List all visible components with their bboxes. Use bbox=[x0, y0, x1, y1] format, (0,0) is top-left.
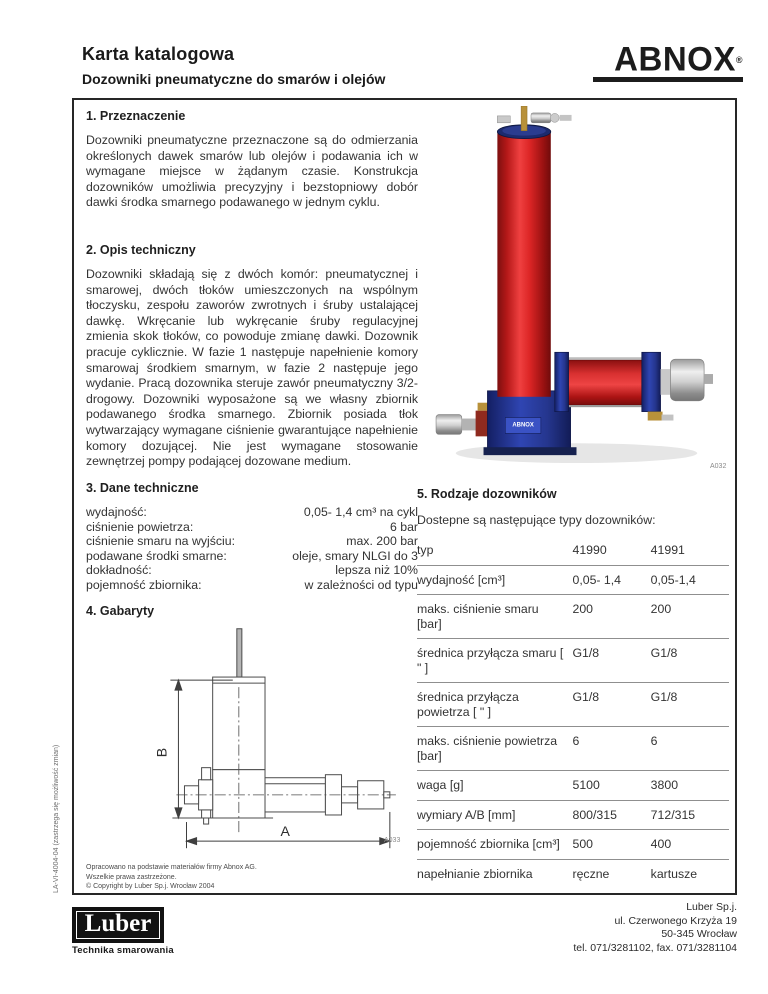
figure-code-a033: A033 bbox=[384, 837, 401, 844]
tech-row: ciśnienie smaru na wyjściu: max. 200 bar bbox=[86, 534, 418, 549]
table-row: średnica przyłącza powietrza [ " ] G1/8 G1/8 bbox=[417, 683, 729, 727]
page-subtitle: Dozowniki pneumatyczne do smarów i olejów bbox=[82, 71, 386, 87]
document-code-vertical: LA-VI-4004-04 (zastrzega się możliwość zmian) bbox=[53, 744, 60, 893]
table-header-row: typ 41990 41991 bbox=[417, 536, 729, 565]
company-name: Luber Sp.j. bbox=[686, 901, 737, 913]
table-row: napełnianie zbiornika ręczne kartusze bbox=[417, 866, 698, 881]
page-title: Karta katalogowa bbox=[82, 44, 235, 64]
section3-heading: 3. Dane techniczne bbox=[86, 481, 199, 495]
dimension-a-label: A bbox=[280, 823, 290, 840]
section1-heading: 1. Przeznaczenie bbox=[86, 109, 186, 123]
table-row: wydajność [cm³] 0,05- 1,4 0,05-1,4 bbox=[417, 565, 729, 595]
section1-body: Dozowniki pneumatyczne przeznaczone są do odmierzania określonych dawek smarów lub olejów i podawania ich w wymagane miejsce w żądanym czasie. Konstrukcja dozowników umożliwia precyzyjny i bezstopniowy dobór dawki środka smarnego podawanego w jednym cyklu. bbox=[86, 133, 418, 210]
tech-row: wydajność: 0,05- 1,4 cm³ na cykl bbox=[86, 505, 418, 519]
photo-left-fitting bbox=[436, 403, 491, 437]
table-row: pojemność zbiornika [cm³] 500 400 bbox=[417, 830, 729, 860]
technical-data-list bbox=[86, 505, 418, 593]
dimension-drawing bbox=[112, 624, 414, 862]
table-row: średnica przyłącza smaru [ " ] G1/8 G1/8 bbox=[417, 639, 729, 683]
luber-tagline: Technika smarowania bbox=[72, 945, 174, 956]
address-city: 50-345 Wrocław bbox=[661, 928, 737, 940]
base-sticker-text: ABNOX bbox=[512, 422, 534, 429]
tech-row: podawane środki smarne: oleje, smary NLGI do 3 bbox=[86, 548, 418, 563]
luber-logo-box: Luber bbox=[72, 907, 164, 943]
product-photo bbox=[424, 106, 729, 468]
table-row: maks. ciśnienie smaru [bar] 200 200 bbox=[417, 595, 729, 639]
table-row: wymiary A/B [mm] 800/315 712/315 bbox=[417, 800, 729, 830]
figure-code-a032: A032 bbox=[710, 463, 727, 470]
section2-body: Dozowniki składają się z dwóch komór: pneumatycznej i smarowej, dwóch tłoków umieszczonych na wspólnym tłoczysku, zespołu zaworów zwrotnych i śruby ustalającej dawkę. Wkręcanie lub wykręcanie śruby regulacyjnej zmienia skok tłoków, co powoduje zmianę dawki. Dozownik pracuje cyklicznie. W fazie 1 następuje napełnienie komory smarowaj środkiem smarnym, w fazie 2 następuje jego wydanie. Pracą dozownika steruje zawór pneumatyczny 3/2- drogowy. Dozowniki wyposażone są we własny zbiornik podawanego środka smarnego. Zbiornik posiada tłok wytwarzający wymagane ciśnienie gwarantujące napełnienie komory dozującej. Nie jest wymagane stosowanie zewnętrzej pompy podającej dozowane medium. bbox=[86, 267, 418, 469]
address-street: ul. Czerwonego Krzyża 19 bbox=[614, 914, 737, 927]
abnox-logo bbox=[593, 39, 743, 82]
table-row: waga [g] 5100 3800 bbox=[417, 771, 729, 801]
note-line: Wszelkie prawa zastrzeżone. bbox=[86, 873, 177, 881]
company-address-block bbox=[573, 901, 737, 955]
section5-intro: Dostepne są następujące typy dozowników: bbox=[417, 513, 656, 527]
phone-fax: tel. 071/3281102, fax. 071/3281104 bbox=[573, 941, 737, 954]
copyright-notes bbox=[86, 863, 257, 892]
section2-heading: 2. Opis techniczny bbox=[86, 243, 196, 257]
photo-horizontal-cylinder bbox=[555, 352, 713, 420]
luber-logo bbox=[72, 907, 174, 956]
content-frame bbox=[72, 98, 737, 895]
tech-row: ciśnienie powietrza: 6 bar bbox=[86, 519, 418, 534]
section5-heading: 5. Rodzaje dozowników bbox=[417, 487, 557, 501]
section4-heading: 4. Gabaryty bbox=[86, 604, 155, 618]
table-row: maks. ciśnienie powietrza [bar] 6 6 bbox=[417, 727, 729, 771]
dimension-b-label: B bbox=[153, 747, 170, 758]
registered-mark: ® bbox=[735, 54, 743, 66]
abnox-logo-text: ABNOX® bbox=[614, 39, 743, 78]
note-line: Opracowano na podstawie materiałów firmy Abnox AG. bbox=[86, 864, 257, 871]
tech-row: pojemność zbiornika: w zależności od typu bbox=[86, 577, 418, 592]
tech-row: dokładność: lepsza niż 10% bbox=[86, 563, 418, 578]
abnox-logo-underline bbox=[593, 77, 743, 82]
dispenser-types-table bbox=[417, 536, 729, 888]
note-line: © Copyright by Luber Sp.j. Wrocław 2004 bbox=[86, 883, 215, 890]
